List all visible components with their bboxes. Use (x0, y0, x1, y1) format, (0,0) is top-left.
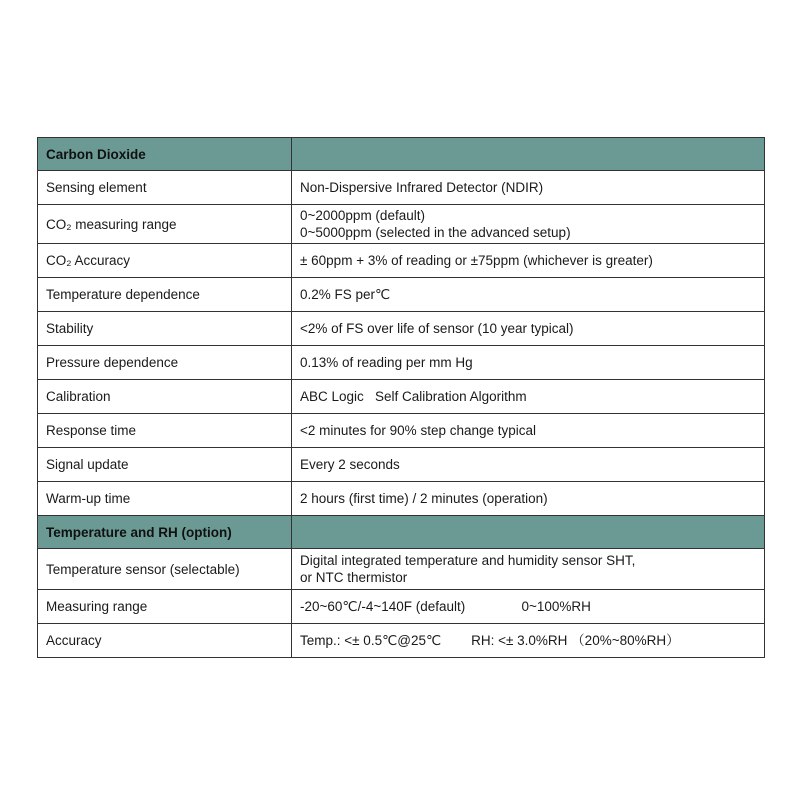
row-label: Stability (38, 312, 292, 346)
row-value: <2% of FS over life of sensor (10 year typical) (292, 312, 765, 346)
table-row (38, 278, 765, 312)
row-label: Warm-up time (38, 482, 292, 516)
row-label: Temperature sensor (selectable) (38, 549, 292, 590)
table-row (38, 312, 765, 346)
row-label: Measuring range (38, 590, 292, 624)
table-row (38, 414, 765, 448)
row-value: ± 60ppm + 3% of reading or ±75ppm (whichever is greater) (292, 244, 765, 278)
row-value: ABC Logic Self Calibration Algorithm (292, 380, 765, 414)
table-row (38, 205, 765, 244)
row-value: -20~60℃/-4~140F (default) 0~100%RH (292, 590, 765, 624)
row-label: CO₂ Accuracy (38, 244, 292, 278)
row-label: Signal update (38, 448, 292, 482)
section-title: Carbon Dioxide (38, 138, 292, 171)
table-row (38, 624, 765, 658)
row-label: Sensing element (38, 171, 292, 205)
section-header-co2 (38, 138, 765, 171)
section-title-empty (292, 516, 765, 549)
row-label: Accuracy (38, 624, 292, 658)
section-title: Temperature and RH (option) (38, 516, 292, 549)
row-value: Temp.: <± 0.5℃@25℃ RH: <± 3.0%RH （20%~80%RH） (292, 624, 765, 658)
row-label: CO₂ measuring range (38, 205, 292, 244)
table-row (38, 549, 765, 590)
table-row (38, 590, 765, 624)
row-value: Non-Dispersive Infrared Detector (NDIR) (292, 171, 765, 205)
row-label: Temperature dependence (38, 278, 292, 312)
row-value: <2 minutes for 90% step change typical (292, 414, 765, 448)
row-label: Pressure dependence (38, 346, 292, 380)
spec-table (37, 137, 765, 658)
row-label: Calibration (38, 380, 292, 414)
section-header-temp-rh (38, 516, 765, 549)
table-row (38, 482, 765, 516)
row-value: Every 2 seconds (292, 448, 765, 482)
table-row (38, 380, 765, 414)
row-value: Digital integrated temperature and humidity sensor SHT, or NTC thermistor (292, 549, 765, 590)
table-row (38, 171, 765, 205)
section-title-empty (292, 138, 765, 171)
row-value: 0.2% FS per℃ (292, 278, 765, 312)
table-row (38, 244, 765, 278)
row-value: 2 hours (first time) / 2 minutes (operation) (292, 482, 765, 516)
table-row (38, 346, 765, 380)
table-row (38, 448, 765, 482)
row-label: Response time (38, 414, 292, 448)
row-value: 0.13% of reading per mm Hg (292, 346, 765, 380)
row-value: 0~2000ppm (default) 0~5000ppm (selected in the advanced setup) (292, 205, 765, 244)
